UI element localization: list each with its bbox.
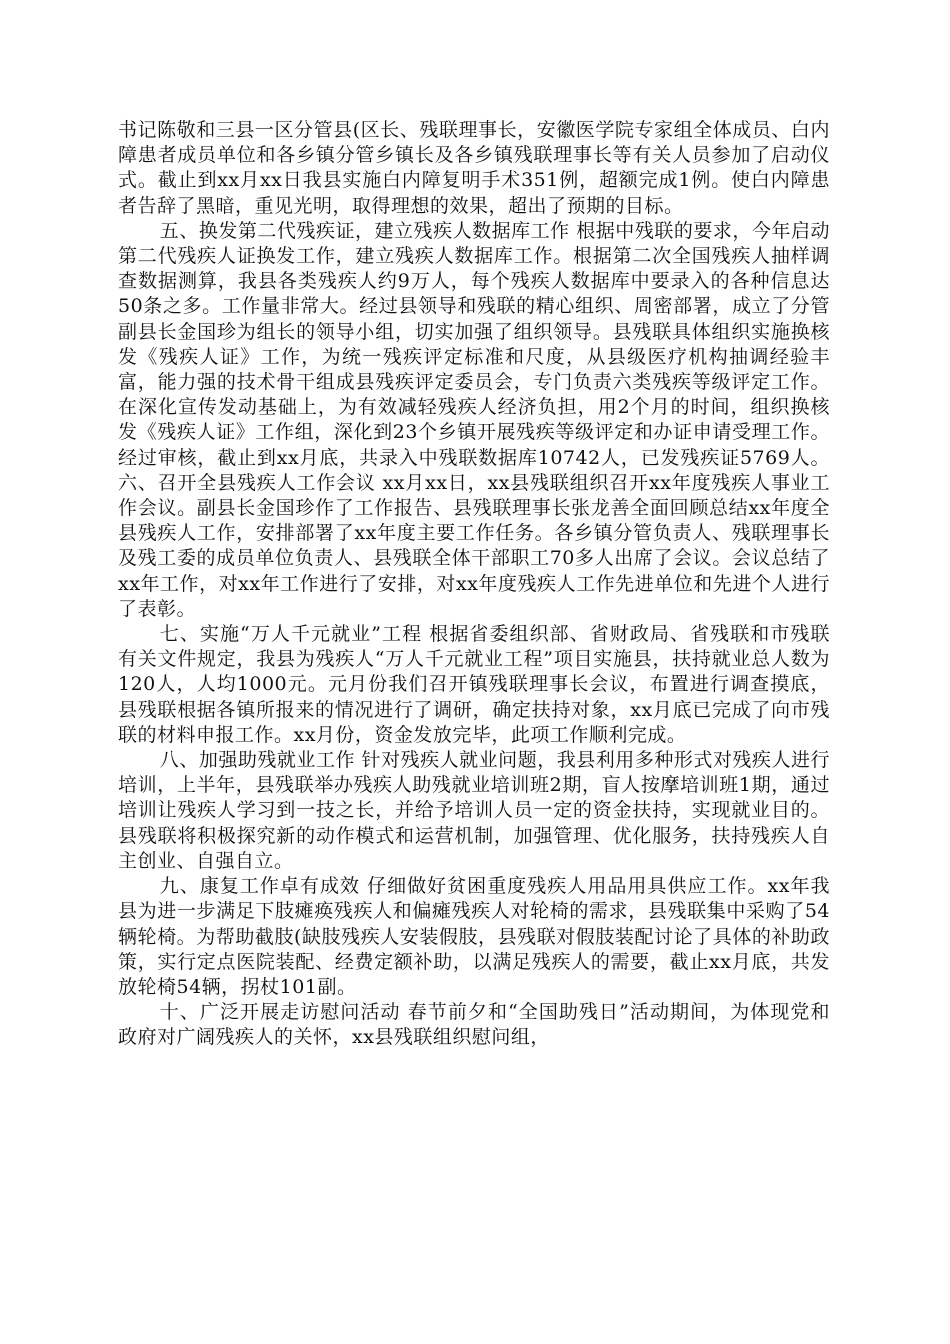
paragraph-6: 十、广泛开展走访慰问活动 春节前夕和“全国助残日”活动期间，为体现党和政府对广阔残疾人的关怀，xx县残联组织慰问组，: [118, 1001, 830, 1049]
paragraph-3: 七、实施“万人千元就业”工程 根据省委组织部、省财政局、省残联和市残联有关文件规定，我县为残疾人“万人千元就业工程”项目实施县，扶持就业总人数为120人，人均1000元。元月份我们召开镇残联理事长会议，布置进行调查摸底，县残联根据各镇所报来的情况进行了调研，确定扶持对象，xx月底已完成了向市残联的材料申报工作。xx月份，资金发放完毕，此项工作顺利完成。: [118, 623, 830, 746]
document-body: [118, 118, 830, 1051]
paragraph-5: 九、康复工作卓有成效 仔细做好贫困重度残疾人用品用具供应工作。xx年我县为进一步满足下肢瘫痪残疾人和偏瘫残疾人对轮椅的需求，县残联集中采购了54辆轮椅。为帮助截肢(缺肢残疾人安装假肢，县残联对假肢装配讨论了具体的补助政策，实行定点医院装配、经费定额补助，以满足残疾人的需要，截止xx月底，共发放轮椅54辆，拐杖101副。: [118, 875, 830, 998]
paragraph-2: 五、换发第二代残疾证，建立残疾人数据库工作 根据中残联的要求，今年启动第二代残疾人证换发工作，建立残疾人数据库工作。根据第二次全国残疾人抽样调查数据测算，我县各类残疾人约9万人，每个残疾人数据库中要录入的各种信息达50条之多。工作量非常大。经过县领导和残联的精心组织、周密部署，成立了分管副县长金国珍为组长的领导小组，切实加强了组织领导。县残联具体组织实施换核发《残疾人证》工作，为统一残疾评定标准和尺度，从县级医疗机构抽调经验丰富，能力强的技术骨干组成县残疾评定委员会，专门负责六类残疾等级评定工作。在深化宣传发动基础上，为有效减轻残疾人经济负担，用2个月的时间，组织换核发《残疾人证》工作组，深化到23个乡镇开展残疾等级评定和办证申请受理工作。经过审核，截止到xx月底，共录入中残联数据库10742人，已发残疾证5769人。六、召开全县残疾人工作会议 xx月xx日，xx县残联组织召开xx年度残疾人事业工作会议。副县长金国珍作了工作报告、县残联理事长张龙善全面回顾总结xx年度全县残疾人工作，安排部署了xx年度主要工作任务。各乡镇分管负责人、残联理事长及残工委的成员单位负责人、县残联全体干部职工70多人出席了会议。会议总结了xx年工作，对xx年工作进行了安排，对xx年度残疾人工作先进单位和先进个人进行了表彰。: [118, 219, 830, 620]
paragraph-4: 八、加强助残就业工作 针对残疾人就业问题，我县利用多种形式对残疾人进行培训，上半年，县残联举办残疾人助残就业培训班2期，盲人按摩培训班1期，通过培训让残疾人学习到一技之长，并给予培训人员一定的资金扶持，实现就业目的。县残联将积极探究新的动作模式和运营机制，加强管理、优化服务，扶持残疾人自主创业、自强自立。: [118, 749, 830, 872]
paragraph-1: 书记陈敬和三县一区分管县(区长、残联理事长，安徽医学院专家组全体成员、白内障患者成员单位和各乡镇分管乡镇长及各乡镇残联理事长等有关人员参加了启动仪式。截止到xx月xx日我县实施白内障复明手术351例，超额完成1例。使白内障患者告辞了黑暗，重见光明，取得理想的效果，超出了预期的目标。: [118, 119, 830, 217]
